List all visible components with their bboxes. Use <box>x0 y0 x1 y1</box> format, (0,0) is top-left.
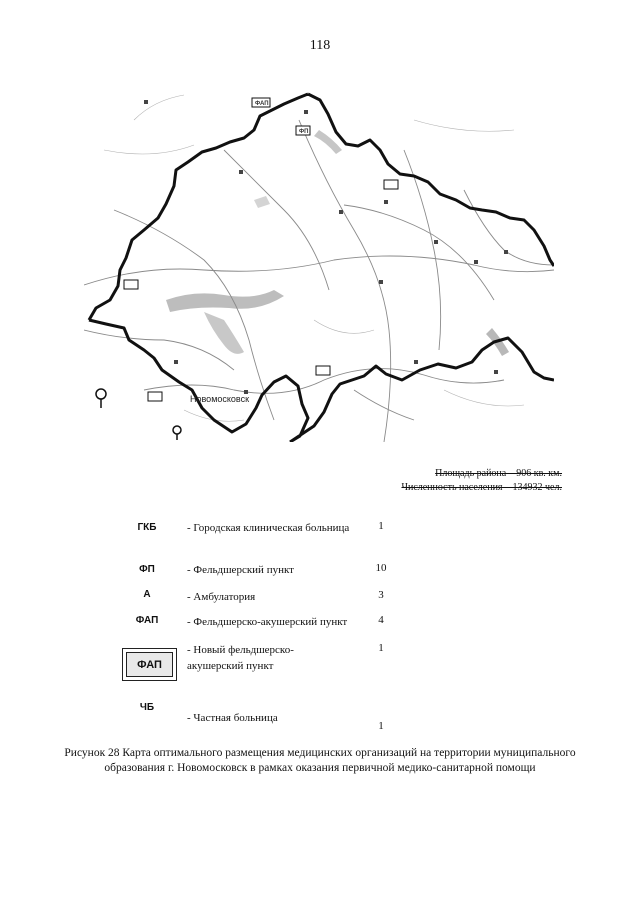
legend-code-a: А <box>143 589 151 600</box>
settlement-markers <box>144 100 508 394</box>
figure-caption: Рисунок 28 Карта оптимального размещения медицинских организаций на территории муниципального образования г. Новомосковск в рамках оказания первичной медико-санитарной помощи <box>64 747 576 774</box>
legend-count-private-hospital: 1 <box>378 720 384 732</box>
area-stat: Площадь района – 906 кв. км. <box>435 468 562 479</box>
legend-desc-private-hospital: - Частная больница <box>187 712 278 724</box>
legend-count-gkb: 1 <box>378 520 384 532</box>
legend-code-fap: ФАП <box>135 615 159 626</box>
district-map-graphic <box>84 90 554 442</box>
location-pin-icon <box>96 389 106 408</box>
city-label-novomoskovsk: Новомосковск <box>190 394 250 404</box>
legend-code-gkb: ГКБ <box>137 522 157 533</box>
legend-desc-gkb: - Городская клиническая больница <box>187 522 350 534</box>
district-stats <box>330 467 562 495</box>
legend-desc-fp: - Фельдшерский пункт <box>187 564 294 576</box>
new-fap-code: ФАП <box>126 652 173 677</box>
legend-count-new-fap: 1 <box>378 642 384 654</box>
legend-count-ambulatory: 3 <box>378 589 384 601</box>
legend-code-chb: ЧБ <box>139 702 155 713</box>
legend-desc-ambulatory: - Амбулатория <box>187 591 256 603</box>
location-pin-icon <box>173 426 181 440</box>
population-stat: Численность населения – 134932 чел. <box>401 482 562 493</box>
map-tag-fap: ФАП <box>255 101 269 107</box>
new-fap-symbol <box>122 648 177 681</box>
water-shape <box>254 196 270 208</box>
legend-desc-new-fap: - Новый фельдшерско-акушерский пункт <box>187 644 294 672</box>
legend-count-fap: 4 <box>378 614 384 626</box>
map-facility-tags <box>124 98 398 401</box>
legend-count-fp: 10 <box>375 562 387 574</box>
water-shape <box>204 312 244 354</box>
reservoir-shape <box>166 290 284 312</box>
legend-desc-fap: - Фельдшерско-акушерский пункт <box>187 616 348 628</box>
legend-code-fp: ФП <box>139 564 155 575</box>
district-map <box>84 90 554 442</box>
page-number: 118 <box>309 38 331 53</box>
map-tag-fp: ФП <box>299 129 309 135</box>
